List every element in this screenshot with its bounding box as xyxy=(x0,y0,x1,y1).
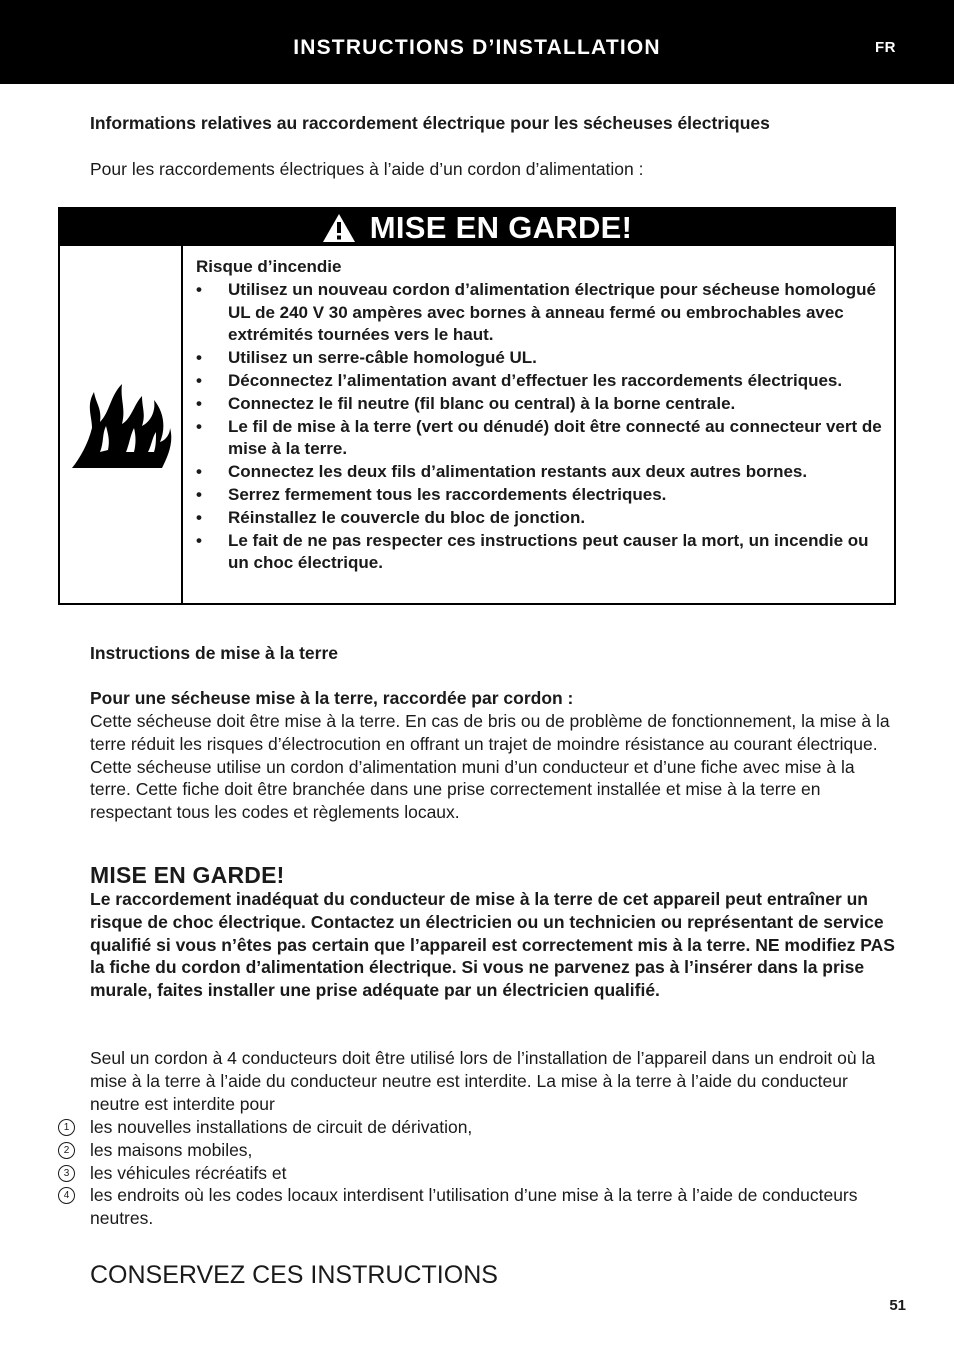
four-wire-intro: Seul un cordon à 4 conducteurs doit être utilisé lors de l’installation de l’appareil dans un endroit où la mise à la terre à l’aide du conducteur neutre est interdite. La mise à la terre à l’aide du conducteur neutre est interdite pour xyxy=(90,1048,876,1114)
save-instructions-heading: CONSERVEZ CES INSTRUCTIONS xyxy=(90,1261,498,1289)
warning-heading: MISE EN GARDE! xyxy=(369,210,633,245)
warning-box xyxy=(58,207,896,605)
list-item: 4 les endroits où les codes locaux interdisent l’utilisation d’une mise à la terre à l’aide de conducteurs neutres. xyxy=(58,1184,908,1230)
grounding-title: Instructions de mise à la terre xyxy=(90,643,339,663)
electrical-intro: Pour les raccordements électriques à l’aide d’un cordon d’alimentation : xyxy=(90,159,644,179)
warning-body xyxy=(196,256,892,575)
caution-body: Le raccordement inadéquat du conducteur de mise à la terre de cet appareil peut entraîner un risque de choc électrique. Contactez un électricien ou un technicien ou représentant de service qualifié si vous n’êtes pas certain que l’appareil est correctement mis à la terre. NE modifiez PAS la fiche du cordon d’alimentation électrique. Si vous ne parvenez pas à l’insérer dans la prise murale, faites installer une prise adéquate par un électricien qualifié. xyxy=(90,889,895,1001)
caution-heading: MISE EN GARDE! xyxy=(90,862,285,888)
list-item: • Serrez fermement tous les raccordements électriques. xyxy=(196,484,667,504)
list-item: • Le fil de mise à la terre (vert ou dénudé) doit être connecté au connecteur vert de mise à la terre. xyxy=(196,416,882,459)
number-badge: 4 xyxy=(58,1187,75,1204)
fire-icon xyxy=(70,378,174,470)
list-item: • Utilisez un serre-câble homologué UL. xyxy=(196,348,537,368)
electrical-section-title: Informations relatives au raccordement électrique pour les sécheuses électriques xyxy=(90,113,770,133)
number-badge: 2 xyxy=(58,1142,75,1159)
list-item: 3 les véhicules récréatifs et xyxy=(58,1162,908,1185)
list-item: • Déconnectez l’alimentation avant d’effectuer les raccordements électriques. xyxy=(196,370,843,390)
page-header xyxy=(0,0,954,84)
list-item: • Utilisez un nouveau cordon d’alimentation électrique pour sécheuse homologué UL de 240 V 30 ampères avec bornes à anneau fermé ou embrochables avec extrémités tournées vers le haut. xyxy=(196,279,876,345)
list-item: • Le fait de ne pas respecter ces instructions peut causer la mort, un incendie ou un choc électrique. xyxy=(196,530,869,573)
list-item: • Connectez les deux fils d’alimentation restants aux deux autres bornes. xyxy=(196,462,808,482)
warning-list xyxy=(196,279,892,575)
warning-header xyxy=(60,209,894,246)
warning-triangle-icon xyxy=(322,213,356,243)
list-item: 1 les nouvelles installations de circuit de dérivation, xyxy=(58,1116,908,1139)
page-number: 51 xyxy=(889,1297,906,1314)
list-item: • Connectez le fil neutre (fil blanc ou central) à la borne centrale. xyxy=(196,393,736,413)
language-label: FR xyxy=(875,39,896,56)
list-item: • Réinstallez le couvercle du bloc de jonction. xyxy=(196,507,586,527)
warning-subtitle: Risque d’incendie xyxy=(196,257,342,276)
number-badge: 3 xyxy=(58,1165,75,1182)
four-wire-list xyxy=(58,1116,908,1230)
grounding-body: Cette sécheuse doit être mise à la terre. En cas de bris ou de problème de fonctionnement, la mise à la terre réduit les risques d’électrocution en offrant un trajet de moindre résistance au courant électrique. Cette sécheuse utilise un cordon d’alimentation muni d’un conducteur et d’une fiche avec mise à la terre. Cette fiche doit être branchée dans une prise correctement installée et mise à la terre en respectant tous les codes et règlements locaux. xyxy=(90,711,890,823)
number-badge: 1 xyxy=(58,1119,75,1136)
list-item: 2 les maisons mobiles, xyxy=(58,1139,908,1162)
grounding-subtitle: Pour une sécheuse mise à la terre, raccordée par cordon : xyxy=(90,688,574,708)
header-title: INSTRUCTIONS D’INSTALLATION xyxy=(293,36,661,59)
warning-icon-cell xyxy=(60,246,183,603)
